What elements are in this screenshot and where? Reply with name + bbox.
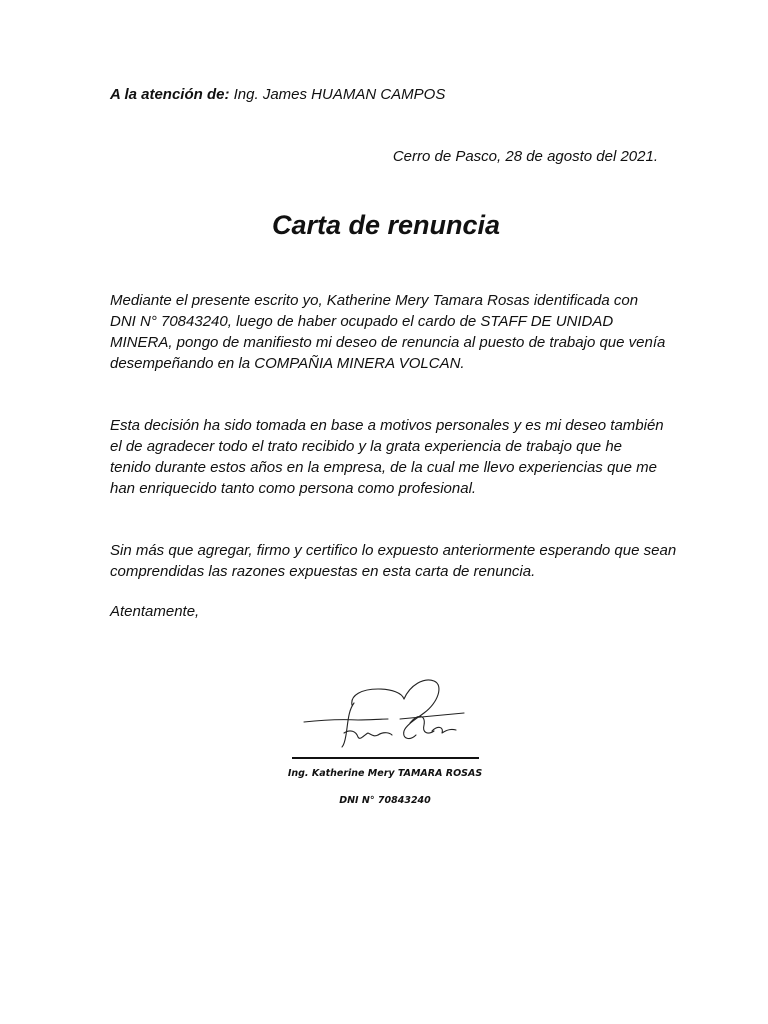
paragraph-line: desempeñando en la COMPAÑIA MINERA VOLCAN. bbox=[110, 355, 465, 372]
paragraph-3 bbox=[110, 540, 677, 582]
paragraph-line: Mediante el presente escrito yo, Katherine Mery Tamara Rosas identificada con bbox=[110, 292, 639, 309]
letter-title: Carta de renuncia bbox=[271, 210, 501, 240]
attention-name: Ing. James HUAMAN CAMPOS bbox=[229, 86, 446, 103]
attention-label: A la atención de: bbox=[110, 86, 230, 103]
paragraph-line: comprendidas las razones expuestas en esta carta de renuncia. bbox=[110, 563, 536, 580]
signature-line bbox=[292, 757, 479, 759]
handwritten-signature bbox=[292, 675, 482, 755]
paragraph-2 bbox=[110, 415, 670, 499]
signer-name: Ing. Katherine Mery TAMARA ROSAS bbox=[287, 768, 483, 779]
paragraph-line: Sin más que agregar, firmo y certifico lo expuesto anteriormente esperando que sean bbox=[110, 542, 677, 559]
paragraph-line: han enriquecido tanto como persona como profesional. bbox=[110, 480, 477, 497]
signer-dni: DNI N° 70843240 bbox=[339, 795, 431, 806]
paragraph-line: tenido durante estos años en la empresa, de la cual me llevo experiencias que me bbox=[110, 459, 657, 476]
attention-line bbox=[110, 86, 445, 103]
place-date: Cerro de Pasco, 28 de agosto del 2021. bbox=[392, 148, 658, 165]
paragraph-line: DNI N° 70843240, luego de haber ocupado el cardo de STAFF DE UNIDAD bbox=[110, 313, 614, 330]
paragraph-1 bbox=[110, 290, 670, 374]
paragraph-line: MINERA, pongo de manifiesto mi deseo de renuncia al puesto de trabajo que venía bbox=[110, 334, 666, 351]
paragraph-line: Esta decisión ha sido tomada en base a motivos personales y es mi deseo también bbox=[110, 417, 664, 434]
paragraph-line: el de agradecer todo el trato recibido y la grata experiencia de trabajo que he bbox=[110, 438, 622, 455]
closing-text: Atentamente, bbox=[110, 603, 200, 620]
